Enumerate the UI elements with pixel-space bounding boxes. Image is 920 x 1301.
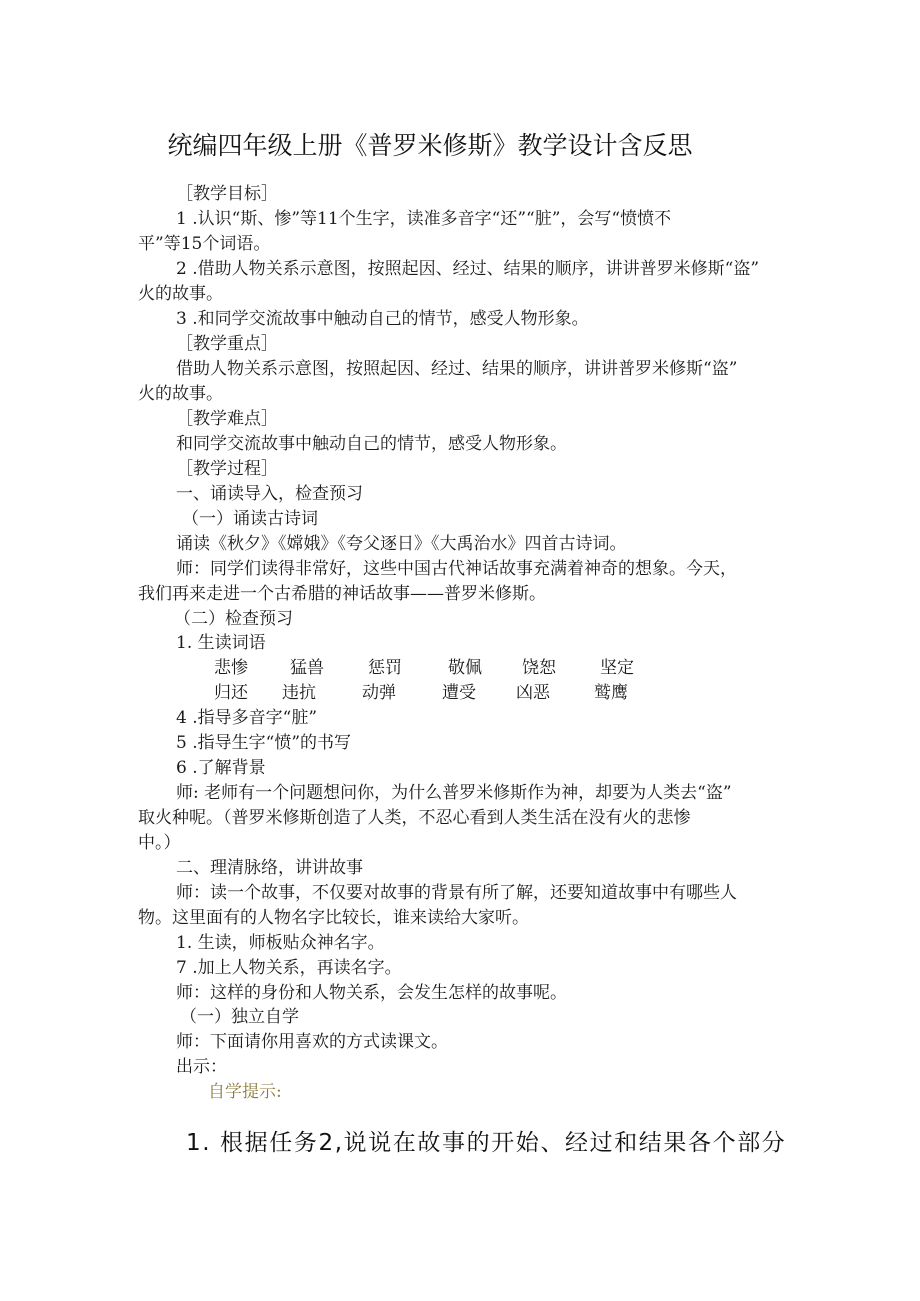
teacher-2-line-b: 取火种呢。（普罗米修斯创造了人类，不忍心看到人类生活在没有火的悲惨	[138, 808, 691, 828]
goal-1-line-b: 平”等15个词语。	[138, 234, 271, 254]
teacher-5: 师：下面请你用喜欢的方式读课文。	[176, 1032, 448, 1052]
vocab-word: 动弹	[362, 683, 396, 703]
item-6: 6 .了解背景	[176, 758, 266, 778]
vocab-word: 敬佩	[448, 658, 482, 678]
teacher-2-line-c: 中。）	[138, 833, 181, 853]
vocab-title: 1. 生读词语	[176, 633, 266, 653]
vocab-word: 鹫鹰	[594, 683, 628, 703]
vocab-row	[214, 657, 634, 679]
teacher-1-line-a: 师：同学们读得非常好，这些中国古代神话故事充满着神奇的想象。今天，	[176, 559, 737, 579]
section-1-1-heading: （一）诵读古诗词	[182, 509, 318, 529]
section-2-heading: 二、理清脉络，讲讲故事	[176, 858, 363, 878]
document-title: 统编四年级上册《普罗米修斯》教学设计含反思	[167, 131, 693, 160]
self-study-tip-label: 自学提示:	[208, 1082, 282, 1102]
vocab-word: 悲惨	[214, 658, 248, 678]
section-2-1-heading: （一）独立自学	[180, 1007, 299, 1027]
goal-1-line-a: 1 .认识“斯、惨”等11个生字，读准多音字“还”“脏”，会写“愤愤不	[176, 209, 672, 229]
key-line-a: 借助人物关系示意图，按照起因、经过、结果的顺序，讲讲普罗米修斯“盗”	[176, 359, 738, 379]
vocab-word: 猛兽	[290, 658, 324, 678]
section-1-2-heading: （二）检查预习	[174, 609, 293, 629]
vocab-row	[214, 682, 628, 704]
show-label: 出示：	[176, 1057, 227, 1077]
vocab-word: 归还	[214, 683, 248, 703]
teacher-3-line-b: 物。这里面有的人物名字比较长，谁来读给大家听。	[138, 908, 529, 928]
step-7: 7 .加上人物关系，再读名字。	[176, 958, 402, 978]
poems-text: 诵读《秋夕》《嫦娥》《夸父逐日》《大禹治水》四首古诗词。	[176, 534, 627, 554]
section-1-heading: 一、诵读导入，检查预习	[176, 484, 363, 504]
goal-2-line-a: 2 .借助人物关系示意图，按照起因、经过、结果的顺序，讲讲普罗米修斯“盗”	[176, 259, 760, 279]
goal-3: 3 .和同学交流故事中触动自己的情节，感受人物形象。	[176, 309, 589, 329]
vocab-word: 遭受	[442, 683, 476, 703]
key-line-b: 火的故事。	[138, 384, 223, 404]
teacher-3-line-a: 师：读一个故事，不仅要对故事的背景有所了解，还要知道故事中有哪些人	[176, 883, 737, 903]
vocab-word: 饶恕	[522, 658, 556, 678]
item-5: 5 .指导生字“愤”的书写	[176, 733, 352, 753]
vocab-word: 违抗	[282, 683, 316, 703]
vocab-word: 凶恶	[516, 683, 550, 703]
teacher-2-line-a: 师: 老师有一个问题想问你，为什么普罗米修斯作为神，却要为人类去“盗”	[176, 783, 732, 803]
vocab-word: 坚定	[600, 658, 634, 678]
goal-2-line-b: 火的故事。	[138, 284, 223, 304]
key-header: ［教学重点］	[176, 334, 278, 354]
item-4: 4 .指导多音字“脏”	[176, 708, 318, 728]
difficulty-header: ［教学难点］	[176, 409, 278, 429]
goals-header: ［教学目标］	[176, 184, 278, 204]
teacher-4: 师：这样的身份和人物关系，会发生怎样的故事呢。	[176, 983, 567, 1003]
teacher-1-line-b: 我们再来走进一个古希腊的神话故事——普罗米修斯。	[138, 584, 546, 604]
step-1: 1. 生读，师板贴众神名字。	[176, 933, 385, 953]
task-1-text: 1. 根据任务2,说说在故事的开始、经过和结果各个部分	[186, 1130, 787, 1156]
difficulty-text: 和同学交流故事中触动自己的情节，感受人物形象。	[176, 434, 567, 454]
process-header: ［教学过程］	[176, 459, 278, 479]
vocab-word: 惩罚	[368, 658, 402, 678]
